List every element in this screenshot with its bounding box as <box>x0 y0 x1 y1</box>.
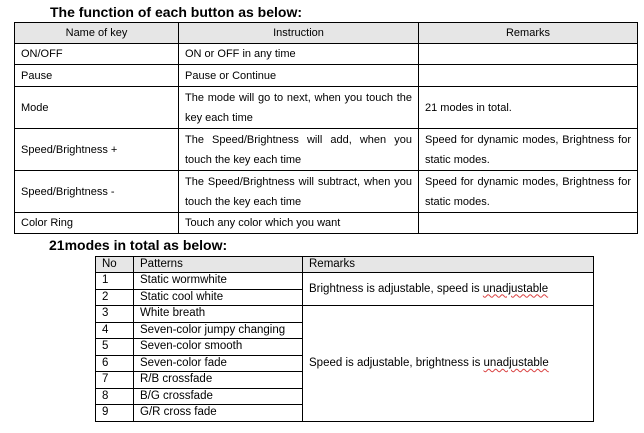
dynamic-modes-remark <box>303 306 594 422</box>
mode-pattern: Seven-color smooth <box>134 339 303 356</box>
mode-number: 6 <box>96 355 134 372</box>
mode-number: 4 <box>96 322 134 339</box>
mode-pattern: Seven-color jumpy changing <box>134 322 303 339</box>
mode-number: 5 <box>96 339 134 356</box>
mode-number: 9 <box>96 405 134 422</box>
mode-pattern: Static cool white <box>134 289 303 306</box>
key-name: Pause <box>15 65 179 87</box>
key-instruction: The mode will go to next, when you touch the key each time <box>179 87 419 129</box>
mode-number: 3 <box>96 306 134 323</box>
mode-pattern: G/R cross fade <box>134 405 303 422</box>
key-remarks <box>419 44 638 65</box>
table-row <box>15 65 638 87</box>
key-remarks: 21 modes in total. <box>419 87 638 129</box>
key-remarks: Speed for dynamic modes, Brightness for static modes. <box>419 129 638 171</box>
table-row <box>15 87 638 129</box>
table-header-row <box>96 257 594 273</box>
mode-number: 7 <box>96 372 134 389</box>
key-name: Speed/Brightness + <box>15 129 179 171</box>
mode-pattern: Static wormwhite <box>134 273 303 290</box>
spellcheck-flagged-word: unadjustable <box>482 282 549 295</box>
static-modes-remark <box>303 273 594 306</box>
key-instruction: The Speed/Brightness will subtract, when you touch the key each time <box>179 171 419 213</box>
table-header-row <box>15 23 638 44</box>
spellcheck-flagged-word: unadjustable <box>483 356 549 369</box>
key-name: Speed/Brightness - <box>15 171 179 213</box>
table-row <box>15 213 638 234</box>
mode-pattern: Seven-color fade <box>134 355 303 372</box>
key-instruction: Touch any color which you want <box>179 213 419 234</box>
table-row <box>96 306 594 323</box>
modes-table <box>95 256 594 422</box>
header-remarks: Remarks <box>303 257 594 273</box>
key-name: Color Ring <box>15 213 179 234</box>
header-patterns: Patterns <box>134 257 303 273</box>
key-instruction: The Speed/Brightness will add, when you touch the key each time <box>179 129 419 171</box>
key-name: ON/OFF <box>15 44 179 65</box>
mode-pattern: White breath <box>134 306 303 323</box>
table-row <box>15 44 638 65</box>
modes-heading: 21modes in total as below: <box>49 237 228 253</box>
key-remarks <box>419 213 638 234</box>
key-instruction: Pause or Continue <box>179 65 419 87</box>
mode-number: 1 <box>96 273 134 290</box>
mode-number: 2 <box>96 289 134 306</box>
key-remarks <box>419 65 638 87</box>
table-row <box>96 273 594 290</box>
header-no: No <box>96 257 134 273</box>
buttons-heading: The function of each button as below: <box>50 4 302 20</box>
mode-pattern: R/B crossfade <box>134 372 303 389</box>
table-row <box>15 129 638 171</box>
remark-text: Speed is adjustable, brightness is <box>309 356 484 369</box>
key-remarks: Speed for dynamic modes, Brightness for static modes. <box>419 171 638 213</box>
button-functions-table <box>14 22 638 234</box>
remark-text: Brightness is adjustable, speed is <box>309 282 483 295</box>
header-remarks: Remarks <box>419 23 638 44</box>
header-name-of-key: Name of key <box>15 23 179 44</box>
key-name: Mode <box>15 87 179 129</box>
table-row <box>15 171 638 213</box>
mode-pattern: B/G crossfade <box>134 388 303 405</box>
header-instruction: Instruction <box>179 23 419 44</box>
mode-number: 8 <box>96 388 134 405</box>
key-instruction: ON or OFF in any time <box>179 44 419 65</box>
